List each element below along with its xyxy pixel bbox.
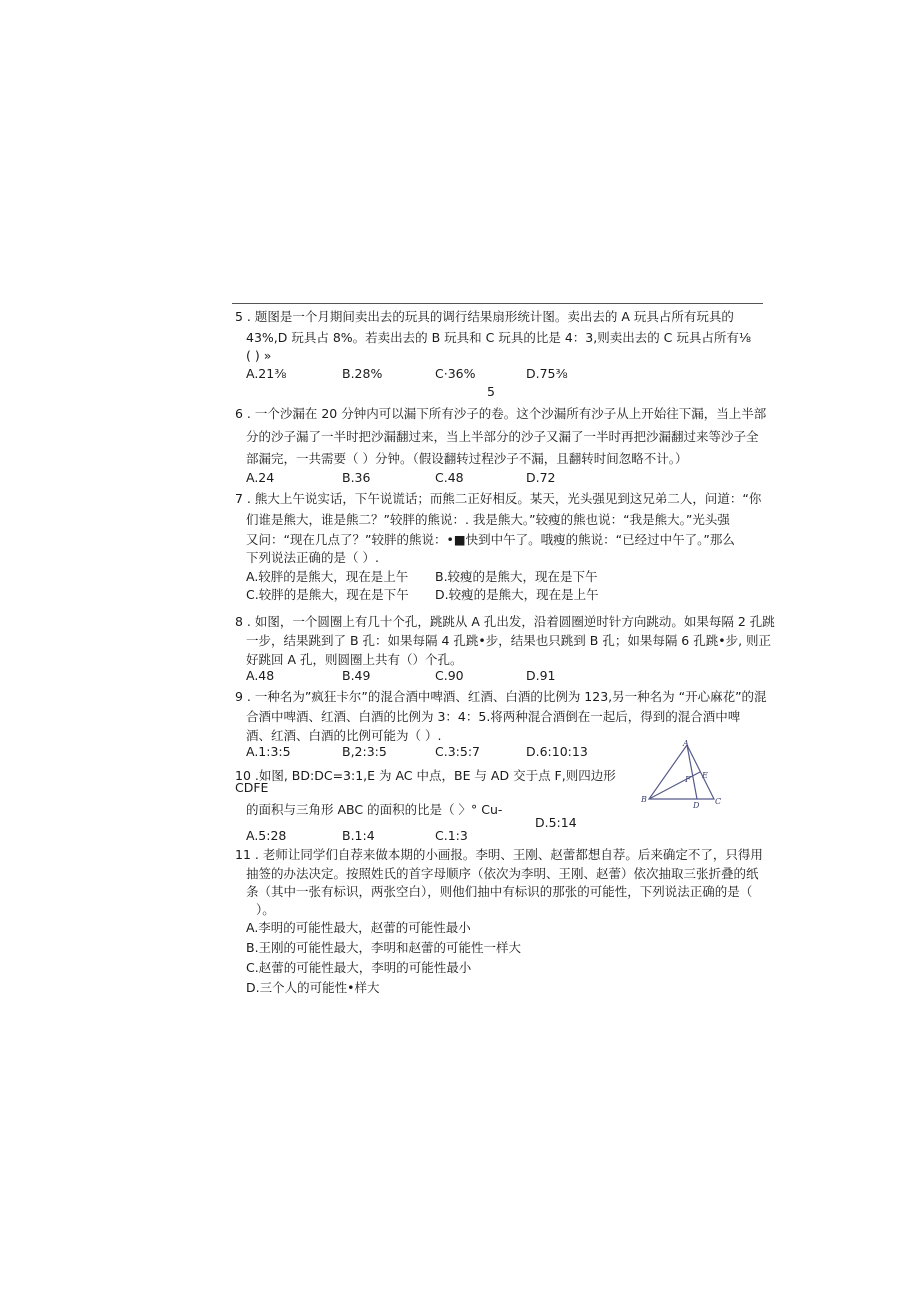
q6-option-d: D.72 — [526, 470, 556, 485]
q6-option-a: A.24 — [246, 470, 275, 485]
q5-stray-number: 5 — [487, 384, 495, 399]
q6-option-b: B.36 — [342, 470, 371, 485]
q9-line-3: 酒、红酒、白酒的比例可能为（ ）. — [246, 728, 442, 743]
q10-option-d: D.5:14 — [535, 815, 577, 830]
label-e: E — [702, 771, 708, 780]
q8-line-3: 好跳回 A 孔，则圆圈上共有（）个孔。 — [246, 652, 463, 667]
q8-line-2: 一步，结果跳到了 B 孔：如果每隔 4 孔跳•步，结果也只跳到 B 孔；如果每隔 6 孔跳•步, 则正 — [246, 633, 772, 648]
q6-line-2: 分的沙子漏了一半时把沙漏翻过来，当上半部分的沙子又漏了一半时再把沙漏翻过来等沙子全 — [246, 429, 759, 444]
q9-line-1: 9 . 一种名为”疯狂卡尔”的混合酒中啤酒、红酒、白酒的比例为 123,另一种名为 “开心麻花”的混 — [235, 689, 767, 704]
q6-line-3: 部漏完，一共需要（ ）分钟。（假设翻转过程沙子不漏，且翻转时间忽略不计。） — [246, 451, 688, 466]
q11-option-d: D.三个人的可能性•样大 — [246, 980, 380, 995]
q5-option-c: C·36% — [435, 366, 476, 381]
label-f: F — [685, 775, 691, 784]
q10-option-a: A.5:28 — [246, 828, 287, 843]
q11-option-a: A.李明的可能性最大，赵蕾的可能性最小 — [246, 920, 471, 935]
label-c: C — [715, 797, 722, 806]
q9-option-c: C.3:5:7 — [435, 744, 480, 759]
q5-line-1: 5 . 题图是一个月期间卖出去的玩具的调行结果扇形统计图。卖出去的 A 玩具占所有玩具的 — [235, 309, 734, 324]
q5-option-d: D.75⅜ — [526, 366, 568, 381]
q5-option-b: B.28% — [342, 366, 383, 381]
q9-option-d: D.6:10:13 — [526, 744, 588, 759]
q7-option-d: D.较瘦的是熊大，现在是上午 — [435, 587, 599, 602]
segment-be — [649, 772, 700, 799]
q10-line-1b: CDFE — [235, 780, 269, 795]
q7-line-2: 们谁是熊大，谁是熊二？”较胖的熊说：. 我是熊大。”较瘦的熊也说：“我是熊大。”光头强 — [246, 512, 730, 527]
q8-option-a: A.48 — [246, 668, 275, 683]
q6-line-1: 6 . 一个沙漏在 20 分钟内可以漏下所有沙子的卷。这个沙漏所有沙子从上开始往下漏，当上半部 — [235, 406, 767, 421]
q10-option-c: C.1:3 — [435, 828, 468, 843]
q11-option-b: B.王刚的可能性最大，李明和赵蕾的可能性一样大 — [246, 940, 522, 955]
segment-ad — [687, 745, 697, 799]
q7-option-b: B.较瘦的是熊大，现在是下午 — [435, 569, 598, 584]
label-d: D — [693, 801, 700, 810]
q5-line-2: 43%,D 玩具占 8%。若卖出去的 B 玩具和 C 玩具的比是 4：3,则卖出去的 C 玩具占所有⅛ — [246, 330, 752, 345]
q7-line-4: 下列说法正确的是（ ）. — [246, 550, 379, 565]
top-rule — [232, 303, 763, 304]
q8-option-c: C.90 — [435, 668, 464, 683]
q5-option-a: A.21⅜ — [246, 366, 287, 381]
q8-line-1: 8 . 如图，一个圆圈上有几十个孔，跳跳从 A 孔出发，沿着圆圈逆时针方向跳动。如果每隔 2 孔跳 — [235, 614, 775, 629]
q11-line-2: 抽签的办法决定。按照姓氏的首字母顺序（依次为李明、王刚、赵蕾）依次抽取三张折叠的纸 — [246, 866, 759, 881]
label-a: A — [683, 740, 689, 748]
q7-line-3: 又问：“现在几点了？”较胖的熊说：•■快到中午了。哦瘦的熊说：“已经过中午了。”那么 — [246, 532, 735, 547]
q9-option-a: A.1:3:5 — [246, 744, 291, 759]
q8-option-d: D.91 — [526, 668, 556, 683]
q7-option-a: A.较胖的是熊大，现在是上午 — [246, 569, 409, 584]
q10-option-b: B.1:4 — [342, 828, 375, 843]
q9-line-2: 合酒中啤酒、红酒、白酒的比例为 3：4：5.将两种混合酒倒在一起后，得到的混合酒中啤 — [246, 709, 741, 724]
q7-option-c: C.较胖的是熊大，现在是下午 — [246, 587, 409, 602]
q10-line-2: 的面积与三角形 ABC 的面积的比是（ 〉° Cu- — [246, 802, 503, 817]
q7-line-1: 7 . 熊大上午说实话，下午说谎话；而熊二正好相反。某天，光头强见到这兄弟二人，问道：“你 — [235, 491, 762, 506]
q10-line-1: 10 .如图, BD:DC=3:1,E 为 AC 中点，BE 与 AD 交于点 F,则四边形 — [235, 768, 616, 783]
q6-option-c: C.48 — [435, 470, 464, 485]
q11-line-3: 条（其中一张有标识，两张空白），则他们抽中有标识的那张的可能性，下列说法正确的是（ — [246, 884, 753, 899]
q11-line-4: ）。 — [256, 902, 275, 917]
label-b: B — [641, 795, 647, 804]
q11-line-1: 11 . 老师让同学们自荐来做本期的小画报。李明、王刚、赵蕾都想自荐。后来确定不了，只得用 — [235, 847, 763, 862]
q9-option-b: B,2:3:5 — [342, 744, 387, 759]
q11-option-c: C.赵蕾的可能性最大，李明的可能性最小 — [246, 960, 472, 975]
q8-option-b: B.49 — [342, 668, 371, 683]
triangle-figure — [638, 740, 728, 815]
q5-line-3: ( ) » — [246, 348, 272, 363]
